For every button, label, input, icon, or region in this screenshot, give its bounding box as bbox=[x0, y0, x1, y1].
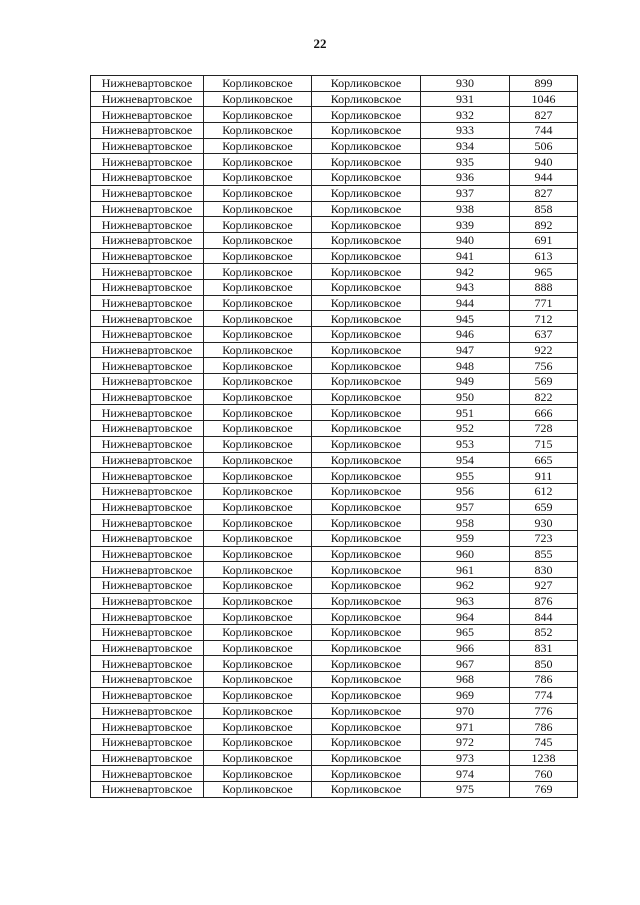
depth-cell: 911 bbox=[510, 468, 578, 484]
well-number-cell: 936 bbox=[421, 170, 510, 186]
depth-cell: 892 bbox=[510, 217, 578, 233]
area-cell: Корликовское bbox=[312, 295, 421, 311]
field-cell: Корликовское bbox=[204, 499, 312, 515]
area-cell: Корликовское bbox=[312, 672, 421, 688]
field-cell: Корликовское bbox=[204, 452, 312, 468]
field-cell: Корликовское bbox=[204, 609, 312, 625]
deposit-cell: Нижневартовское bbox=[91, 405, 204, 421]
well-number-cell: 946 bbox=[421, 327, 510, 343]
well-number-cell: 971 bbox=[421, 719, 510, 735]
table-row bbox=[91, 389, 578, 405]
area-cell: Корликовское bbox=[312, 201, 421, 217]
depth-cell: 715 bbox=[510, 436, 578, 452]
table-row bbox=[91, 468, 578, 484]
depth-cell: 776 bbox=[510, 703, 578, 719]
deposit-cell: Нижневартовское bbox=[91, 781, 204, 797]
well-number-cell: 937 bbox=[421, 185, 510, 201]
deposit-cell: Нижневартовское bbox=[91, 546, 204, 562]
table-row bbox=[91, 530, 578, 546]
well-number-cell: 954 bbox=[421, 452, 510, 468]
deposit-cell: Нижневартовское bbox=[91, 389, 204, 405]
area-cell: Корликовское bbox=[312, 640, 421, 656]
area-cell: Корликовское bbox=[312, 781, 421, 797]
depth-cell: 786 bbox=[510, 672, 578, 688]
well-number-cell: 967 bbox=[421, 656, 510, 672]
table-row bbox=[91, 170, 578, 186]
table-row bbox=[91, 578, 578, 594]
well-number-cell: 961 bbox=[421, 562, 510, 578]
field-cell: Корликовское bbox=[204, 327, 312, 343]
area-cell: Корликовское bbox=[312, 578, 421, 594]
deposit-cell: Нижневартовское bbox=[91, 279, 204, 295]
table-row bbox=[91, 719, 578, 735]
table-row bbox=[91, 279, 578, 295]
area-cell: Корликовское bbox=[312, 436, 421, 452]
area-cell: Корликовское bbox=[312, 593, 421, 609]
deposit-cell: Нижневартовское bbox=[91, 123, 204, 139]
field-cell: Корликовское bbox=[204, 248, 312, 264]
deposit-cell: Нижневартовское bbox=[91, 468, 204, 484]
depth-cell: 569 bbox=[510, 374, 578, 390]
well-number-cell: 933 bbox=[421, 123, 510, 139]
depth-cell: 930 bbox=[510, 515, 578, 531]
deposit-cell: Нижневартовское bbox=[91, 421, 204, 437]
area-cell: Корликовское bbox=[312, 530, 421, 546]
well-number-cell: 943 bbox=[421, 279, 510, 295]
depth-cell: 637 bbox=[510, 327, 578, 343]
area-cell: Корликовское bbox=[312, 232, 421, 248]
depth-cell: 723 bbox=[510, 530, 578, 546]
deposit-cell: Нижневартовское bbox=[91, 452, 204, 468]
depth-cell: 659 bbox=[510, 499, 578, 515]
depth-cell: 888 bbox=[510, 279, 578, 295]
depth-cell: 745 bbox=[510, 734, 578, 750]
table-row bbox=[91, 154, 578, 170]
field-cell: Корликовское bbox=[204, 107, 312, 123]
field-cell: Корликовское bbox=[204, 781, 312, 797]
table-body bbox=[91, 76, 578, 798]
field-cell: Корликовское bbox=[204, 76, 312, 92]
field-cell: Корликовское bbox=[204, 734, 312, 750]
area-cell: Корликовское bbox=[312, 609, 421, 625]
table-row bbox=[91, 232, 578, 248]
area-cell: Корликовское bbox=[312, 625, 421, 641]
deposit-cell: Нижневартовское bbox=[91, 327, 204, 343]
area-cell: Корликовское bbox=[312, 185, 421, 201]
table-row bbox=[91, 327, 578, 343]
table-row bbox=[91, 123, 578, 139]
depth-cell: 666 bbox=[510, 405, 578, 421]
deposit-cell: Нижневартовское bbox=[91, 483, 204, 499]
well-number-cell: 939 bbox=[421, 217, 510, 233]
table-row bbox=[91, 405, 578, 421]
deposit-cell: Нижневартовское bbox=[91, 436, 204, 452]
depth-cell: 827 bbox=[510, 107, 578, 123]
table-row bbox=[91, 672, 578, 688]
depth-cell: 831 bbox=[510, 640, 578, 656]
depth-cell: 613 bbox=[510, 248, 578, 264]
field-cell: Корликовское bbox=[204, 295, 312, 311]
field-cell: Корликовское bbox=[204, 719, 312, 735]
depth-cell: 944 bbox=[510, 170, 578, 186]
depth-cell: 728 bbox=[510, 421, 578, 437]
area-cell: Корликовское bbox=[312, 170, 421, 186]
well-number-cell: 947 bbox=[421, 342, 510, 358]
field-cell: Корликовское bbox=[204, 374, 312, 390]
table-row bbox=[91, 91, 578, 107]
area-cell: Корликовское bbox=[312, 483, 421, 499]
field-cell: Корликовское bbox=[204, 750, 312, 766]
deposit-cell: Нижневартовское bbox=[91, 185, 204, 201]
well-number-cell: 953 bbox=[421, 436, 510, 452]
area-cell: Корликовское bbox=[312, 766, 421, 782]
well-number-cell: 942 bbox=[421, 264, 510, 280]
deposit-cell: Нижневартовское bbox=[91, 530, 204, 546]
area-cell: Корликовское bbox=[312, 750, 421, 766]
field-cell: Корликовское bbox=[204, 217, 312, 233]
well-number-cell: 940 bbox=[421, 232, 510, 248]
field-cell: Корликовское bbox=[204, 703, 312, 719]
field-cell: Корликовское bbox=[204, 389, 312, 405]
area-cell: Корликовское bbox=[312, 405, 421, 421]
field-cell: Корликовское bbox=[204, 232, 312, 248]
depth-cell: 965 bbox=[510, 264, 578, 280]
table-row bbox=[91, 76, 578, 92]
depth-cell: 855 bbox=[510, 546, 578, 562]
well-number-cell: 970 bbox=[421, 703, 510, 719]
deposit-cell: Нижневартовское bbox=[91, 672, 204, 688]
area-cell: Корликовское bbox=[312, 562, 421, 578]
field-cell: Корликовское bbox=[204, 405, 312, 421]
deposit-cell: Нижневартовское bbox=[91, 342, 204, 358]
area-cell: Корликовское bbox=[312, 468, 421, 484]
depth-cell: 769 bbox=[510, 781, 578, 797]
well-number-cell: 948 bbox=[421, 358, 510, 374]
depth-cell: 844 bbox=[510, 609, 578, 625]
field-cell: Корликовское bbox=[204, 546, 312, 562]
field-cell: Корликовское bbox=[204, 562, 312, 578]
depth-cell: 822 bbox=[510, 389, 578, 405]
field-cell: Корликовское bbox=[204, 154, 312, 170]
table-row bbox=[91, 687, 578, 703]
table-row bbox=[91, 625, 578, 641]
table-row bbox=[91, 107, 578, 123]
depth-cell: 771 bbox=[510, 295, 578, 311]
deposit-cell: Нижневартовское bbox=[91, 154, 204, 170]
deposit-cell: Нижневартовское bbox=[91, 217, 204, 233]
well-number-cell: 956 bbox=[421, 483, 510, 499]
field-cell: Корликовское bbox=[204, 91, 312, 107]
depth-cell: 830 bbox=[510, 562, 578, 578]
table-row bbox=[91, 766, 578, 782]
area-cell: Корликовское bbox=[312, 358, 421, 374]
field-cell: Корликовское bbox=[204, 578, 312, 594]
deposit-cell: Нижневартовское bbox=[91, 734, 204, 750]
table-row bbox=[91, 656, 578, 672]
deposit-cell: Нижневартовское bbox=[91, 593, 204, 609]
table-row bbox=[91, 640, 578, 656]
deposit-cell: Нижневартовское bbox=[91, 703, 204, 719]
deposit-cell: Нижневартовское bbox=[91, 374, 204, 390]
depth-cell: 744 bbox=[510, 123, 578, 139]
deposit-cell: Нижневартовское bbox=[91, 750, 204, 766]
field-cell: Корликовское bbox=[204, 279, 312, 295]
depth-cell: 712 bbox=[510, 311, 578, 327]
well-number-cell: 975 bbox=[421, 781, 510, 797]
table-row bbox=[91, 436, 578, 452]
deposit-cell: Нижневартовское bbox=[91, 201, 204, 217]
depth-cell: 1046 bbox=[510, 91, 578, 107]
depth-cell: 506 bbox=[510, 138, 578, 154]
deposit-cell: Нижневартовское bbox=[91, 91, 204, 107]
well-number-cell: 930 bbox=[421, 76, 510, 92]
table-row bbox=[91, 703, 578, 719]
table-row bbox=[91, 750, 578, 766]
field-cell: Корликовское bbox=[204, 640, 312, 656]
area-cell: Корликовское bbox=[312, 311, 421, 327]
deposit-cell: Нижневартовское bbox=[91, 766, 204, 782]
field-cell: Корликовское bbox=[204, 625, 312, 641]
well-number-cell: 950 bbox=[421, 389, 510, 405]
well-number-cell: 973 bbox=[421, 750, 510, 766]
depth-cell: 899 bbox=[510, 76, 578, 92]
area-cell: Корликовское bbox=[312, 279, 421, 295]
field-cell: Корликовское bbox=[204, 530, 312, 546]
area-cell: Корликовское bbox=[312, 687, 421, 703]
table-row bbox=[91, 201, 578, 217]
area-cell: Корликовское bbox=[312, 656, 421, 672]
deposit-cell: Нижневартовское bbox=[91, 656, 204, 672]
area-cell: Корликовское bbox=[312, 499, 421, 515]
table-row bbox=[91, 546, 578, 562]
deposit-cell: Нижневартовское bbox=[91, 264, 204, 280]
area-cell: Корликовское bbox=[312, 374, 421, 390]
deposit-cell: Нижневартовское bbox=[91, 311, 204, 327]
depth-cell: 827 bbox=[510, 185, 578, 201]
depth-cell: 1238 bbox=[510, 750, 578, 766]
area-cell: Корликовское bbox=[312, 327, 421, 343]
deposit-cell: Нижневартовское bbox=[91, 76, 204, 92]
depth-cell: 786 bbox=[510, 719, 578, 735]
deposit-cell: Нижневартовское bbox=[91, 515, 204, 531]
deposit-cell: Нижневартовское bbox=[91, 248, 204, 264]
deposit-cell: Нижневартовское bbox=[91, 138, 204, 154]
area-cell: Корликовское bbox=[312, 342, 421, 358]
field-cell: Корликовское bbox=[204, 170, 312, 186]
well-number-cell: 958 bbox=[421, 515, 510, 531]
table-row bbox=[91, 483, 578, 499]
table-row bbox=[91, 358, 578, 374]
well-number-cell: 934 bbox=[421, 138, 510, 154]
well-number-cell: 960 bbox=[421, 546, 510, 562]
depth-cell: 850 bbox=[510, 656, 578, 672]
area-cell: Корликовское bbox=[312, 389, 421, 405]
field-cell: Корликовское bbox=[204, 468, 312, 484]
field-cell: Корликовское bbox=[204, 436, 312, 452]
well-number-cell: 969 bbox=[421, 687, 510, 703]
field-cell: Корликовское bbox=[204, 123, 312, 139]
table-row bbox=[91, 515, 578, 531]
deposit-cell: Нижневартовское bbox=[91, 358, 204, 374]
field-cell: Корликовское bbox=[204, 138, 312, 154]
well-number-cell: 963 bbox=[421, 593, 510, 609]
table-row bbox=[91, 264, 578, 280]
well-number-cell: 957 bbox=[421, 499, 510, 515]
area-cell: Корликовское bbox=[312, 91, 421, 107]
well-number-cell: 966 bbox=[421, 640, 510, 656]
field-cell: Корликовское bbox=[204, 483, 312, 499]
well-number-cell: 931 bbox=[421, 91, 510, 107]
page-number: 22 bbox=[313, 36, 327, 51]
depth-cell: 852 bbox=[510, 625, 578, 641]
well-number-cell: 944 bbox=[421, 295, 510, 311]
depth-cell: 940 bbox=[510, 154, 578, 170]
deposit-cell: Нижневартовское bbox=[91, 107, 204, 123]
depth-cell: 612 bbox=[510, 483, 578, 499]
depth-cell: 774 bbox=[510, 687, 578, 703]
area-cell: Корликовское bbox=[312, 421, 421, 437]
field-cell: Корликовское bbox=[204, 201, 312, 217]
field-cell: Корликовское bbox=[204, 342, 312, 358]
depth-cell: 876 bbox=[510, 593, 578, 609]
depth-cell: 760 bbox=[510, 766, 578, 782]
table-row bbox=[91, 295, 578, 311]
well-number-cell: 955 bbox=[421, 468, 510, 484]
table-row bbox=[91, 185, 578, 201]
field-cell: Корликовское bbox=[204, 766, 312, 782]
area-cell: Корликовское bbox=[312, 217, 421, 233]
well-number-cell: 972 bbox=[421, 734, 510, 750]
deposit-cell: Нижневартовское bbox=[91, 687, 204, 703]
deposit-cell: Нижневартовское bbox=[91, 609, 204, 625]
table-row bbox=[91, 342, 578, 358]
deposit-cell: Нижневартовское bbox=[91, 640, 204, 656]
well-number-cell: 965 bbox=[421, 625, 510, 641]
area-cell: Корликовское bbox=[312, 703, 421, 719]
depth-cell: 922 bbox=[510, 342, 578, 358]
table-row bbox=[91, 609, 578, 625]
table-row bbox=[91, 138, 578, 154]
field-cell: Корликовское bbox=[204, 264, 312, 280]
deposit-cell: Нижневартовское bbox=[91, 170, 204, 186]
table-row bbox=[91, 421, 578, 437]
depth-cell: 927 bbox=[510, 578, 578, 594]
well-number-cell: 952 bbox=[421, 421, 510, 437]
field-cell: Корликовское bbox=[204, 687, 312, 703]
well-number-cell: 949 bbox=[421, 374, 510, 390]
area-cell: Корликовское bbox=[312, 154, 421, 170]
table-row bbox=[91, 781, 578, 797]
depth-cell: 756 bbox=[510, 358, 578, 374]
area-cell: Корликовское bbox=[312, 719, 421, 735]
deposit-cell: Нижневартовское bbox=[91, 232, 204, 248]
area-cell: Корликовское bbox=[312, 123, 421, 139]
well-number-cell: 959 bbox=[421, 530, 510, 546]
field-cell: Корликовское bbox=[204, 421, 312, 437]
area-cell: Корликовское bbox=[312, 248, 421, 264]
well-number-cell: 964 bbox=[421, 609, 510, 625]
deposit-cell: Нижневартовское bbox=[91, 719, 204, 735]
deposit-cell: Нижневартовское bbox=[91, 295, 204, 311]
table-row bbox=[91, 374, 578, 390]
field-cell: Корликовское bbox=[204, 311, 312, 327]
table-row bbox=[91, 562, 578, 578]
area-cell: Корликовское bbox=[312, 734, 421, 750]
field-cell: Корликовское bbox=[204, 593, 312, 609]
area-cell: Корликовское bbox=[312, 452, 421, 468]
table-row bbox=[91, 593, 578, 609]
area-cell: Корликовское bbox=[312, 515, 421, 531]
table-row bbox=[91, 311, 578, 327]
area-cell: Корликовское bbox=[312, 107, 421, 123]
table-row bbox=[91, 248, 578, 264]
area-cell: Корликовское bbox=[312, 76, 421, 92]
well-number-cell: 935 bbox=[421, 154, 510, 170]
table-row bbox=[91, 217, 578, 233]
deposit-cell: Нижневартовское bbox=[91, 625, 204, 641]
area-cell: Корликовское bbox=[312, 138, 421, 154]
field-cell: Корликовское bbox=[204, 656, 312, 672]
deposit-cell: Нижневартовское bbox=[91, 499, 204, 515]
well-number-cell: 945 bbox=[421, 311, 510, 327]
well-number-cell: 974 bbox=[421, 766, 510, 782]
field-cell: Корликовское bbox=[204, 185, 312, 201]
well-number-cell: 962 bbox=[421, 578, 510, 594]
area-cell: Корликовское bbox=[312, 264, 421, 280]
well-number-cell: 968 bbox=[421, 672, 510, 688]
depth-cell: 691 bbox=[510, 232, 578, 248]
table-row bbox=[91, 452, 578, 468]
depth-cell: 665 bbox=[510, 452, 578, 468]
well-number-cell: 932 bbox=[421, 107, 510, 123]
well-number-cell: 938 bbox=[421, 201, 510, 217]
depth-cell: 858 bbox=[510, 201, 578, 217]
deposit-cell: Нижневартовское bbox=[91, 562, 204, 578]
data-table bbox=[90, 75, 578, 798]
field-cell: Корликовское bbox=[204, 672, 312, 688]
field-cell: Корликовское bbox=[204, 358, 312, 374]
table-row bbox=[91, 499, 578, 515]
area-cell: Корликовское bbox=[312, 546, 421, 562]
table-row bbox=[91, 734, 578, 750]
field-cell: Корликовское bbox=[204, 515, 312, 531]
well-number-cell: 951 bbox=[421, 405, 510, 421]
well-number-cell: 941 bbox=[421, 248, 510, 264]
deposit-cell: Нижневартовское bbox=[91, 578, 204, 594]
